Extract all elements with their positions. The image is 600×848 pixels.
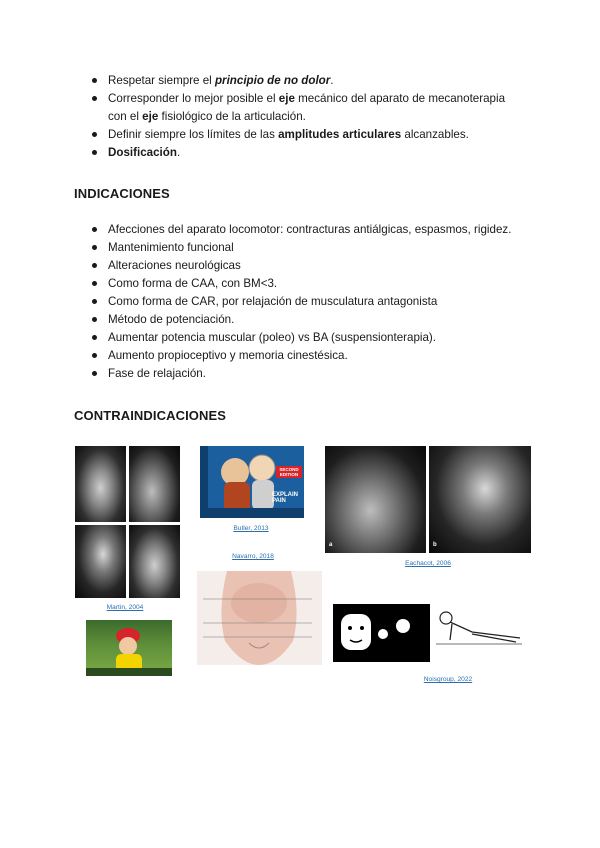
heel-xray-figure — [325, 446, 531, 553]
contraindicaciones-heading: CONTRAINDICACIONES — [74, 408, 227, 423]
figure-caption: Martin, 2004 — [106, 604, 144, 611]
indicaciones-heading: INDICACIONES — [74, 186, 170, 201]
list-item: Corresponder lo mejor posible el eje mecánico del aparato de mecanoterapia con el eje fisiológico de la articulación. — [92, 90, 552, 126]
face-balls-icon — [333, 604, 430, 662]
figure-caption: Noisgroup, 2022 — [423, 676, 473, 683]
xray-image — [75, 525, 126, 598]
list-item: Aumento propioceptivo y memoria cinestésica. — [92, 347, 552, 365]
abdomen-illustration-icon — [197, 571, 322, 665]
principles-list — [92, 72, 552, 162]
indicaciones-list — [92, 221, 552, 383]
book-edition-badge: SECOND EDITION — [276, 466, 302, 478]
child-figure-icon — [86, 620, 172, 676]
list-item: Método de potenciación. — [92, 311, 552, 329]
panel-label: b — [433, 542, 437, 548]
book-illustration-icon — [200, 446, 304, 518]
figure-caption: Butler, 2013 — [233, 525, 269, 532]
xray-image — [325, 446, 426, 553]
xray-image — [129, 446, 180, 522]
xray-image — [429, 446, 531, 553]
list-item: Afecciones del aparato locomotor: contracturas antiálgicas, espasmos, rigidez. — [92, 221, 552, 239]
figure-caption: Eachacot, 2006 — [405, 560, 451, 567]
emphasis-text: principio de no dolor — [214, 74, 331, 87]
book-title: EXPLAIN PAIN — [272, 492, 299, 504]
abdomen-figure — [197, 571, 322, 665]
list-item: Mantenimiento funcional — [92, 239, 552, 257]
xray-image — [129, 525, 180, 598]
list-item: Definir siempre los límites de las amplitudes articulares alcanzables. — [92, 126, 552, 144]
xray-image — [75, 446, 126, 522]
panel-label: a — [329, 542, 333, 548]
pushup-figure — [432, 604, 524, 662]
pushup-icon — [432, 604, 524, 662]
list-item: Como forma de CAR, por relajación de musculatura antagonista — [92, 293, 552, 311]
child-photo — [86, 620, 172, 676]
book-cover-figure — [200, 446, 304, 518]
list-item: Fase de relajación. — [92, 365, 552, 383]
list-item: Aumentar potencia muscular (poleo) vs BA (suspensionterapia). — [92, 329, 552, 347]
list-item: Alteraciones neurológicas — [92, 257, 552, 275]
hand-xray-figure — [75, 446, 180, 598]
figure-caption: Navarro, 2018 — [232, 553, 274, 560]
list-item: Respetar siempre el principio de no dolor. — [92, 72, 552, 90]
list-item: Como forma de CAA, con BM<3. — [92, 275, 552, 293]
exercise-figure — [333, 604, 430, 662]
list-item: Dosificación. — [92, 144, 552, 162]
